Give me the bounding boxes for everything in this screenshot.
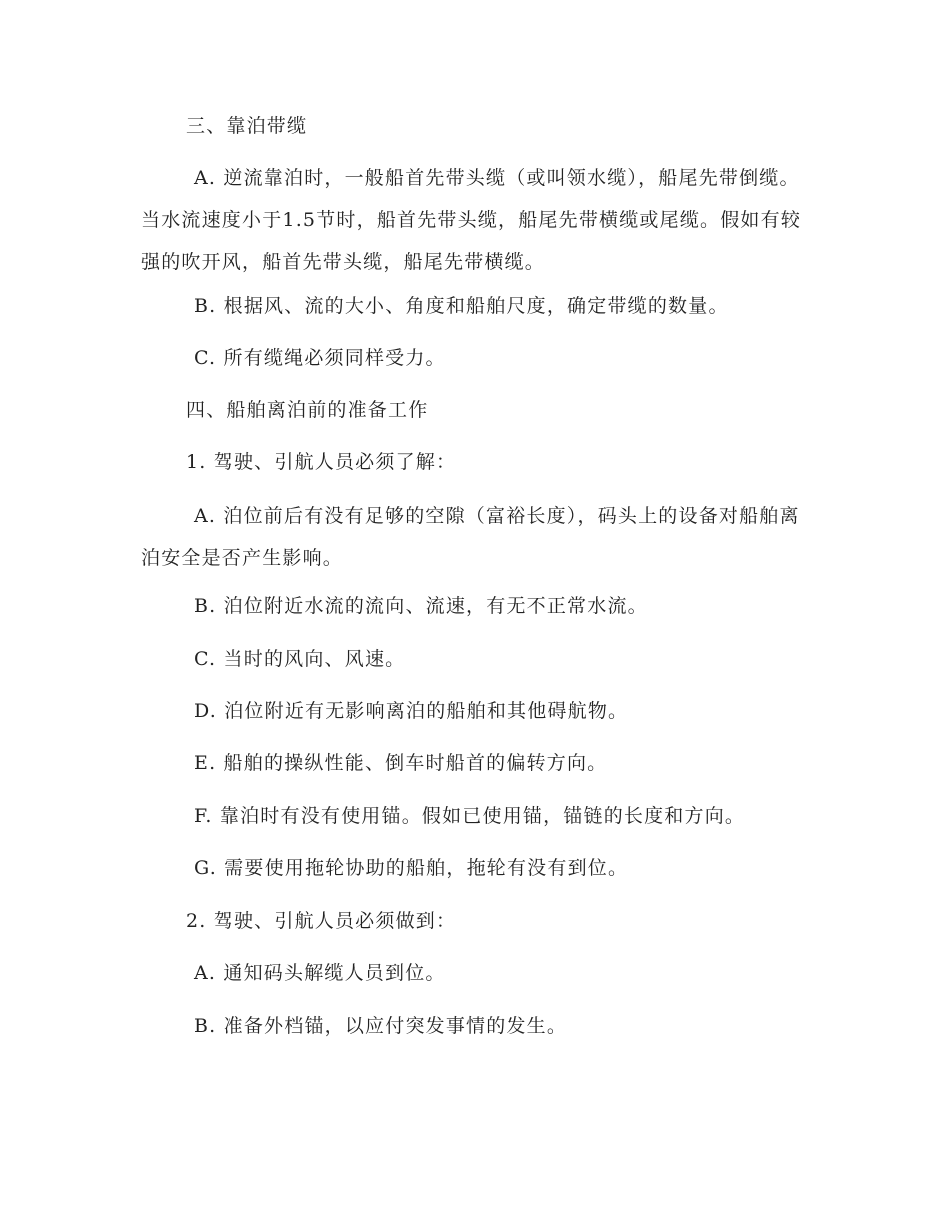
paragraph-item-d-obstructions: D. 泊位附近有无影响离泊的船舶和其他碍航物。: [194, 700, 629, 722]
paragraph-item-b-current: B. 泊位附近水流的流向、流速，有无不正常水流。: [194, 595, 648, 617]
paragraph-item-b-prepare-anchor: B. 准备外档锚，以应付突发事情的发生。: [194, 1015, 568, 1037]
paragraph-item-a-upstream-berthing: A. 逆流靠泊时，一般船首先带头缆（或叫领水缆），船尾先带倒缆。当水流速度小于1.5节时，船首先带头缆，船尾先带横缆或尾缆。假如有较强的吹开风，船首先带头缆，船尾先带横缆。: [141, 167, 802, 273]
paragraph-item-c-wind: C. 当时的风向、风速。: [194, 648, 406, 670]
paragraph-item-a-notify-crew: A. 通知码头解缆人员到位。: [194, 962, 446, 984]
section-heading-unberthing-prep: 四、船舶离泊前的准备工作: [186, 399, 429, 421]
subsection-heading-must-do: 2. 驾驶、引航人员必须做到：: [186, 910, 457, 932]
subsection-heading-must-know: 1. 驾驶、引航人员必须了解：: [186, 451, 457, 473]
paragraph-item-a-berth-clearance: A. 泊位前后有没有足够的空隙（富裕长度），码头上的设备对船舶离泊安全是否产生影响。: [141, 505, 800, 569]
paragraph-item-g-tugs: G. 需要使用拖轮协助的船舶，拖轮有没有到位。: [194, 857, 629, 879]
section-heading-berthing-mooring: 三、靠泊带缆: [186, 115, 308, 137]
paragraph-item-f-anchor-use: F. 靠泊时有没有使用锚。假如已使用锚，锚链的长度和方向。: [194, 805, 746, 827]
paragraph-item-e-maneuverability: E. 船舶的操纵性能、倒车时船首的偏转方向。: [194, 752, 608, 774]
paragraph-item-b-line-count: B. 根据风、流的大小、角度和船舶尺度，确定带缆的数量。: [194, 295, 729, 317]
paragraph-item-c-equal-tension: C. 所有缆绳必须同样受力。: [194, 347, 446, 369]
